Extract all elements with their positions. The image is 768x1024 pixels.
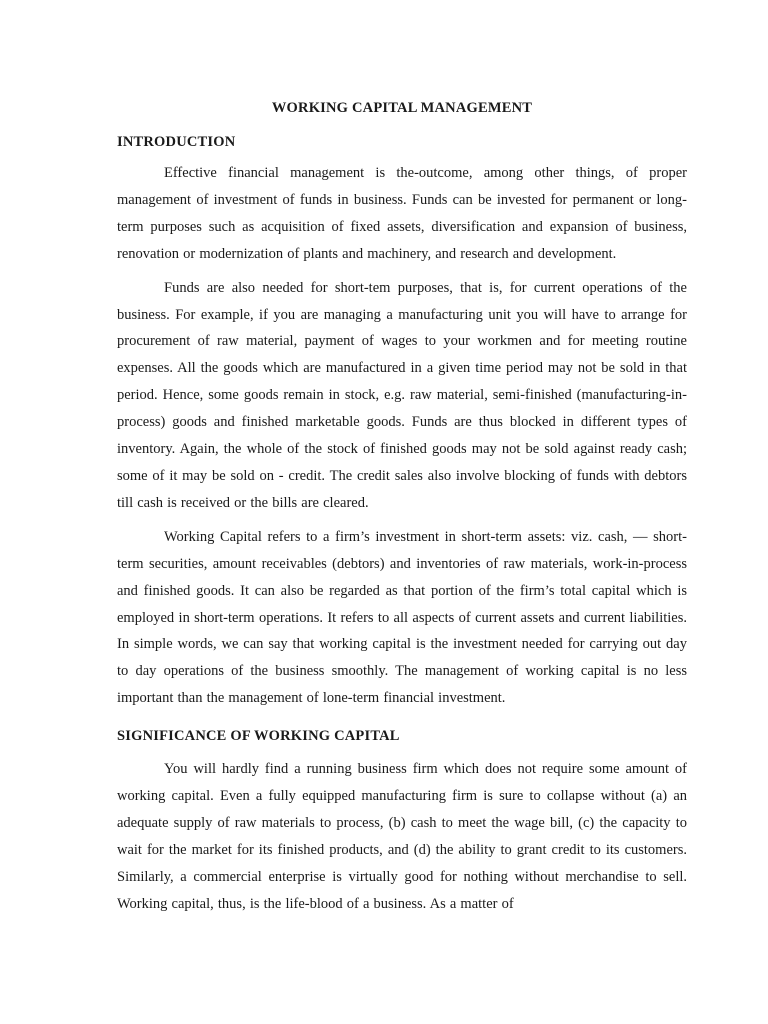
section-heading-introduction: INTRODUCTION	[117, 134, 236, 150]
section-heading-significance: SIGNIFICANCE OF WORKING CAPITAL	[117, 728, 400, 745]
paragraph: Funds are also needed for short-tem purposes, that is, for current operations of the business. For example, if you are managing a manufacturing unit you will have to arrange for procurement of raw material, payment of wages to your workmen and for meeting routine expenses. All the goods which are manufactured in a given time period may not be sold in that period. Hence, some goods remain in stock, e.g. raw material, semi-finished (manufacturing-in-process) goods and finished marketable goods. Funds are thus blocked in different types of inventory. Again, the whole of the stock of finished goods may not be sold against ready cash; some of it may be sold on - credit. The credit sales also involve blocking of funds with debtors till cash is received or the bills are cleared.	[117, 279, 687, 511]
document-body	[117, 98, 687, 925]
paragraph: Working Capital refers to a firm’s investment in short-term assets: viz. cash, — short-term securities, amount receivables (debtors) and inventories of raw materials, work-in-process and finished goods. It can also be regarded as that portion of the firm’s total capital which is employed in short-term operations. It refers to all aspects of current assets and current liabilities. In simple words, we can say that working capital is the investment needed for carrying out day to day operations of the business smoothly. The management of working capital is no less important than the management of lone-term financial investment.	[117, 528, 687, 707]
paragraph: You will hardly find a running business firm which does not require some amount of working capital. Even a fully equipped manufacturing firm is sure to collapse without (a) an adequate supply of raw materials to process, (b) cash to meet the wage bill, (c) the capacity to wait for the market for its finished products, and (d) the ability to grant credit to its customers. Similarly, a commercial enterprise is virtually good for nothing without merchandise to sell. Working capital, thus, is the life-blood of a business. As a matter of	[117, 761, 687, 912]
document-title: WORKING CAPITAL MANAGEMENT	[271, 100, 533, 116]
paragraph: Effective financial management is the-outcome, among other things, of proper management of investment of funds in business. Funds can be invested for permanent or long-term purposes such as acquisition of fixed assets, diversification and expansion of business, renovation or modernization of plants and machinery, and research and development.	[117, 165, 687, 262]
